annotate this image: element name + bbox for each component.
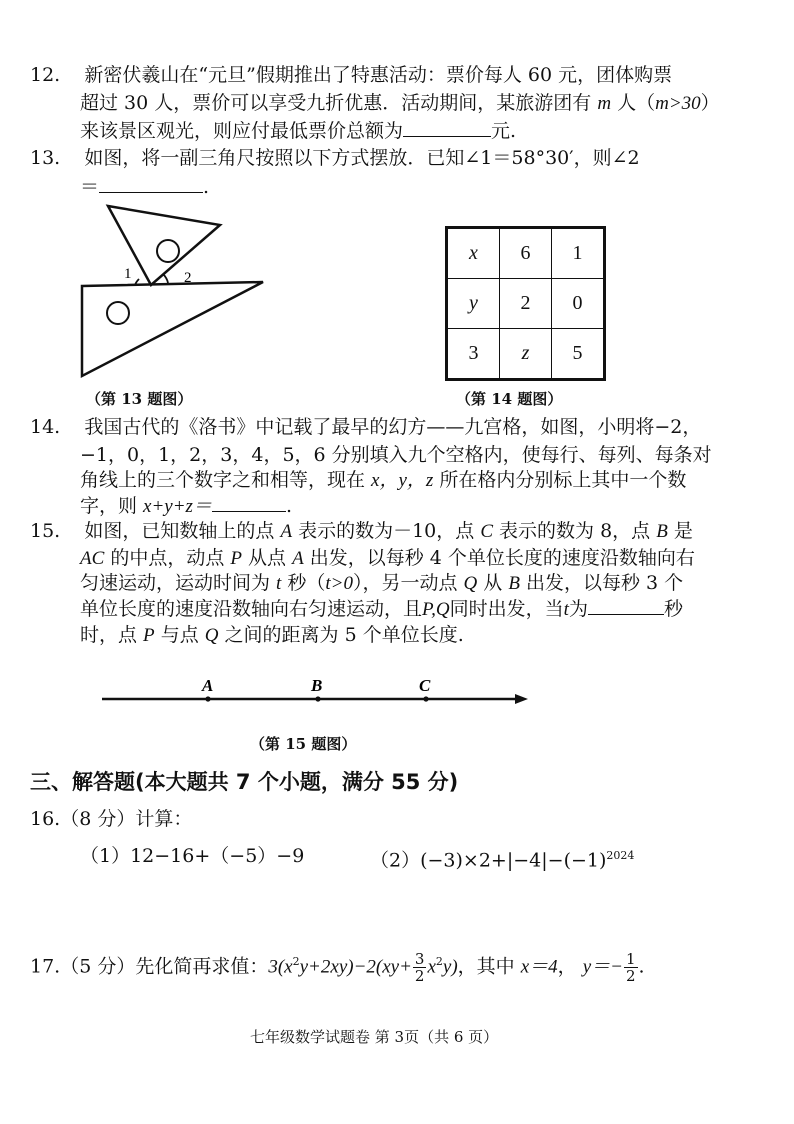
q15-number-line [100, 672, 530, 712]
upper-triangle-hole [157, 240, 179, 262]
grid-cell: z [500, 329, 552, 380]
page-footer: 七年级数学试题卷 第 3页（共 6 页） [250, 1028, 499, 1046]
point-b-dot [315, 696, 320, 701]
q15-line1: 15. 如图，已知数轴上的点 A 表示的数为－10，点 C 表示的数为 8，点 B 是 [30, 520, 693, 542]
magic-square-grid [445, 226, 606, 381]
q15-line4: 单位长度的速度沿数轴向右匀速运动，且P,Q同时出发，当t为 秒 [80, 598, 683, 620]
q13-line1: 13. 如图，将一副三角尺按照以下方式摆放．已知∠1＝58°30′，则∠2 [30, 147, 640, 169]
grid-cell: x [447, 228, 500, 279]
q14-line2: −1，0，1，2，3，4，5，6 分别填入九个空格内，使每行、每列、每条对 [80, 444, 712, 466]
q17-line: 17.（5 分）先化简再求值：$3(x^2y+2xy)-2(xy+$ $\frac{3}{2}$ $x^2y$)，其中 x＝4， y＝− $\frac{1}{2}$ . [30, 949, 645, 985]
grid-cell: 0 [552, 279, 605, 329]
q13-line2: ＝ . [80, 176, 210, 198]
grid-cell: 5 [552, 329, 605, 380]
q13-answer-blank [99, 174, 203, 193]
q15-answer-blank [588, 596, 664, 615]
q14-caption: （第 14 题图） [456, 390, 563, 408]
q13-number: 13. [30, 147, 61, 169]
point-c-label: C [419, 676, 431, 695]
q16-heading: 16.（8 分）计算： [30, 808, 193, 830]
grid-cell: 1 [552, 228, 605, 279]
angle2-arc [163, 274, 168, 283]
q15-number: 15. [30, 520, 61, 542]
q12-line1: 12. 新密伏羲山在“元旦”假期推出了特惠活动：票价每人 60 元，团体购票 [30, 64, 673, 86]
grid-cell: y [447, 279, 500, 329]
point-c-dot [423, 696, 428, 701]
q15-line3: 匀速运动，运动时间为 t 秒（t>0），另一动点 Q 从 B 出发，以每秒 3 个 [80, 572, 684, 594]
q14-line1: 14. 我国古代的《洛书》中记载了最早的幻方——九宫格，如图，小明将−2， [30, 416, 702, 438]
grid-cell: 3 [447, 329, 500, 380]
q14-line4: 字，则 x+y+z＝ . [80, 495, 292, 517]
q12-answer-blank [403, 118, 491, 137]
fraction-three-halves: $\frac{3}{2}$ [414, 949, 425, 985]
point-b-label: B [311, 676, 323, 695]
q13-caption: （第 13 题图） [86, 390, 193, 408]
section-heading: 三、解答题(本大题共 7 个小题，满分 55 分) [30, 770, 459, 794]
q14-answer-blank [212, 493, 286, 512]
q12-line3: 来该景区观光，则应付最低票价总额为 元. [80, 120, 517, 142]
q14-number: 14. [30, 416, 61, 438]
q12-line2: 超过 30 人，票价可以享受九折优惠．活动期间，某旅游团有 m 人（m>30） [80, 92, 720, 114]
point-a-label: A [202, 676, 214, 695]
q16-part2: $(2)(-3)\times 2+|-4|-(-1)^{2024}$ [370, 849, 635, 872]
q15-line5: 时，点 P 与点 Q 之间的距离为 5 个单位长度. [80, 624, 464, 646]
fraction-one-half: $\frac{1}{2}$ [625, 949, 636, 985]
grid-cell: 2 [500, 279, 552, 329]
point-a-dot [205, 696, 210, 701]
angle1-label: 1 [124, 266, 132, 282]
grid-cell: 6 [500, 228, 552, 279]
q15-line2: AC 的中点，动点 P 从点 A 出发，以每秒 4 个单位长度的速度沿数轴向右 [80, 547, 695, 569]
q12-number: 12. [30, 64, 61, 86]
q16-part1: （1）12−16+（−5）−9 [80, 845, 305, 867]
angle2-label: 2 [184, 270, 192, 286]
q13-triangles-figure [78, 200, 268, 382]
q15-caption: （第 15 题图） [250, 735, 357, 753]
q14-line3: 角线上的三个数字之和相等，现在 x，y，z 所在格内分别标上其中一个数 [80, 469, 687, 491]
number-line-arrow [515, 694, 528, 704]
lower-triangle [82, 282, 263, 376]
lower-triangle-hole [107, 302, 129, 324]
